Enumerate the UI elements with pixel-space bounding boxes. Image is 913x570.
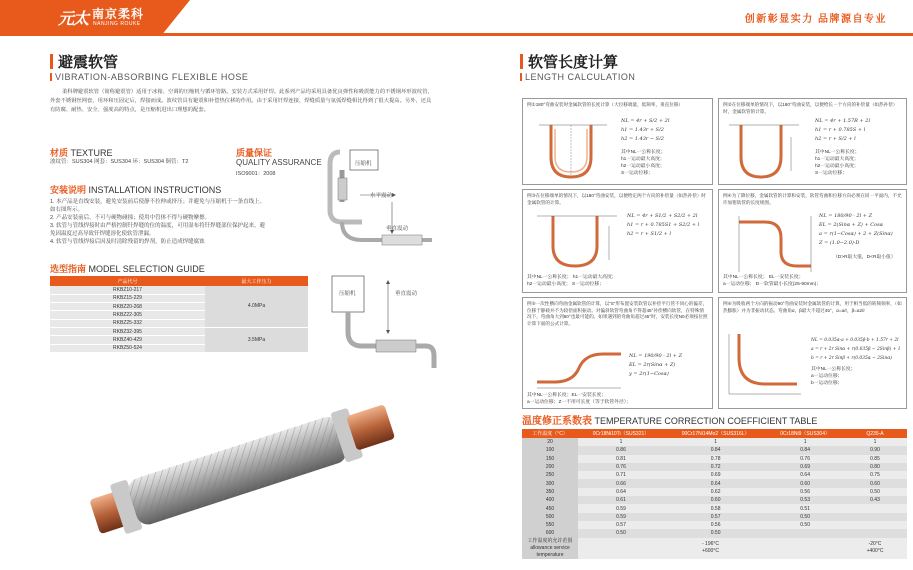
length-calc-subtitle: LENGTH CALCULATION	[520, 72, 635, 82]
calc-example-2	[718, 98, 907, 185]
pressure-cell: 3.5MPa	[205, 327, 308, 352]
install-item: 2. 产品安装前后，不可与硬物碰撞；使用中管体不得与硬物摩擦。	[50, 215, 211, 221]
install-list	[50, 198, 308, 246]
page-title: 避震软管	[58, 54, 119, 71]
quality-heading: 质量保证	[236, 148, 273, 158]
temp-cell-coefficient: 0.64	[664, 479, 767, 487]
slogan: 创新彰显实力 品牌源自专业	[744, 14, 887, 25]
example-2-notes: 其中NL一公称长度； h1一运动最大高度； h2一运动最小高度； S一运动位移；	[815, 150, 860, 176]
temp-cell-temperature: 400	[522, 496, 578, 504]
temp-cell-coefficient: 0.85	[843, 455, 907, 463]
calc-example-3	[522, 189, 713, 293]
temp-header: 0Cr18Ni10Ti（SUS321）	[578, 429, 664, 438]
vertical-vibration-label-2: 垂直震动	[395, 291, 418, 297]
temp-cell-temperature: 550	[522, 521, 578, 529]
temperature-table	[522, 429, 907, 559]
temp-cell-temperature: 350	[522, 488, 578, 496]
install-item: 4. 软管与管线焊接后因及时清除残留的焊剂，防止造成焊缝腐蚀	[50, 239, 205, 245]
install-item: 3. 软管与管线焊接时由严格控制钎焊缝的位的温度，可用湿布将钎焊缝部位保护起来，避	[50, 223, 266, 229]
temp-header: 工作温度（°C）	[522, 429, 578, 438]
temp-cell-coefficient: 0.64	[578, 488, 664, 496]
temp-cell-coefficient: 0.50	[664, 529, 767, 537]
temp-header: 00Cr17Ni14Mo2（SUS316L）	[664, 429, 767, 438]
table-row	[522, 521, 907, 529]
temp-cell-coefficient: 0.60	[843, 479, 907, 487]
brand-name-en: NANJING ROUKE	[93, 21, 141, 27]
temp-cell-temperature: 150	[522, 455, 578, 463]
temp-cell-temperature: 100	[522, 446, 578, 454]
temp-cell-coefficient: 0.56	[664, 521, 767, 529]
company-logo: 元太	[58, 11, 89, 28]
section-title-left	[50, 51, 118, 72]
table-row	[522, 513, 907, 521]
example-3-notes: 其中NL一公称长度； h1一运动最大高度； h2一运动最小高度； S一运动位移；	[527, 275, 617, 287]
model-col-header: 产品代号	[50, 276, 205, 286]
intro-paragraph: 柔科牌避震软管（简称避震管）适用于冰箱、空调的压缩机与循环管路。安装方式采用钎焊。此系列产品均采用具备优良弹性和吸震能力的不锈钢坏形波纹管，外套不锈钢丝网套，用环和压固定后，焊接而成。波纹管具有避震和补偿热位移的作用。由于采用钎焊连接，焊缝质量与氩弧焊缝相比得到了很大提高。另外，还具有防腐、耐热、安全、强度高的特点，是压缩机进出口理想的配套。	[50, 89, 433, 113]
page-subtitle: VIBRATION-ABSORBING FLEXIBLE HOSE	[50, 72, 248, 82]
temp-cell-coefficient: 0.76	[767, 455, 843, 463]
temp-cell-coefficient: 0.59	[578, 504, 664, 512]
temp-cell-coefficient: 0.80	[843, 463, 907, 471]
temp-cell-coefficient: 1	[843, 438, 907, 446]
example-4-notes: 其中NL一公称长度； EL一安装长度； a一运动位移； D一软管最小长度(25-90mm)；	[723, 275, 822, 287]
model-cell: RKBZ32-395	[50, 327, 205, 335]
temp-cell-coefficient: 0.59	[578, 513, 664, 521]
material-text: 波纹管：SUS304 网套：SUS304 环：SUS304 铜管：T2	[50, 159, 189, 165]
calc-example-6	[718, 297, 907, 409]
temp-limit-q235: -20°C +400°C	[843, 538, 907, 559]
temp-cell-coefficient	[843, 529, 907, 537]
temp-cell-coefficient: 0.61	[578, 496, 664, 504]
model-cell: RKBZ10-217	[50, 286, 205, 294]
temp-cell-coefficient: 0.62	[664, 488, 767, 496]
temp-cell-coefficient: 0.75	[843, 471, 907, 479]
temp-header: Q235-A	[843, 429, 907, 438]
product-photo	[50, 362, 430, 570]
example-caption: 例⑥为吸收两个方向的振动90°弯曲安装时金属软管的计算，用于相当低的转频频率，（如热膨胀）并为非振动状态。弯曲角α，β最大不超过45°，α=a/r，β=a2/r	[723, 301, 902, 313]
table-row	[522, 446, 907, 454]
table-row	[522, 471, 907, 479]
install-diagram-horizontal	[322, 140, 442, 260]
example-6-notes: 其中NL一公称长度； a一运动位移； b一运动位移；	[811, 367, 856, 386]
example-2-figure	[725, 117, 805, 183]
temp-cell-coefficient: 0.76	[578, 463, 664, 471]
table-row	[522, 529, 907, 537]
temp-cell-coefficient: 0.51	[767, 504, 843, 512]
model-cell: RKBZ22-305	[50, 311, 205, 319]
temp-cell-coefficient: 0.78	[664, 455, 767, 463]
temp-cell-coefficient: 0.64	[767, 471, 843, 479]
example-caption: 例③在位移端单的情况下，以180°弯曲安装，以便给定两个方向的补偿量（如热补偿）时金属软管的计算。	[527, 193, 706, 205]
temp-cell-temperature: 300	[522, 479, 578, 487]
temp-cell-coefficient: 0.60	[767, 479, 843, 487]
temp-header: 0Cr18Ni9（SUS304）	[767, 429, 843, 438]
install-item: 免因温度过高导致钎焊缝溶化使软管泄漏。	[50, 231, 155, 237]
calc-example-1	[522, 98, 713, 185]
temp-cell-coefficient: 1	[767, 438, 843, 446]
quality-text: ISO9001：2008	[236, 171, 276, 177]
temp-cell-coefficient: 0.84	[767, 446, 843, 454]
model-cell: RKBZ15-229	[50, 294, 205, 302]
example-4-extra: （D>R取大值，D<R取小值）	[833, 255, 896, 260]
temp-cell-coefficient: 0.53	[767, 496, 843, 504]
temp-cell-coefficient: 0.57	[578, 521, 664, 529]
pressure-col-header: 最大工作压力	[205, 276, 308, 286]
example-1-notes: 其中NL一公称长度； h1一运动最大高度； h2一运动最小高度； S一运动位移；	[621, 150, 666, 176]
temp-cell-coefficient: 0.90	[843, 446, 907, 454]
temp-cell-coefficient: 0.72	[664, 463, 767, 471]
table-row	[522, 488, 907, 496]
calc-example-4	[718, 189, 907, 293]
temp-cell-coefficient: 0.71	[578, 471, 664, 479]
example-5-formula: NL = 190/90 · 2l + Z EL = 2r(Sinα + Z) y = 2r(1−Cosα)	[629, 353, 683, 377]
pressure-cell: 4.0MPa	[205, 286, 308, 327]
model-cell: RKBZ20-268	[50, 303, 205, 311]
temp-cell-coefficient: 0.84	[664, 446, 767, 454]
temp-cell-coefficient: 0.50	[843, 488, 907, 496]
example-3-formula: NL = 4r + S1/2 + S2/2 + 2l h1 = r + 0.785S1 + S2/2 + l h2 = r + S1/2 + l	[627, 213, 700, 237]
example-caption: 例①180°弯曲安装时金属软管的长度计算（大位移端量，低频率，垂直位移）	[527, 102, 684, 107]
temp-cell-temperature: 600	[522, 529, 578, 537]
example-4-formula: NL = 180/90 · 2l + Z EL = 2(Sinα + Z) + Cosα a = r(1−Cosα) + 2 + Z(Sinα) Z = (1.0−2.0)·D	[819, 213, 893, 246]
temp-cell-coefficient: 0.81	[578, 455, 664, 463]
temp-cell-coefficient: 0.66	[578, 479, 664, 487]
temp-cell-coefficient: 0.60	[664, 496, 767, 504]
temp-cell-coefficient	[843, 513, 907, 521]
table-row	[522, 479, 907, 487]
temp-limit-row	[522, 538, 907, 559]
temp-cell-coefficient	[843, 504, 907, 512]
temp-table-title: 温度修正系数表 TEMPERATURE CORRECTION COEFFICIENT TABLE	[522, 416, 818, 427]
install-item: 如右图所示。	[50, 207, 84, 213]
temp-cell-coefficient	[767, 529, 843, 537]
temp-cell-temperature: 500	[522, 513, 578, 521]
temp-cell-coefficient: 0.58	[664, 504, 767, 512]
example-caption: 例⑤一次性横向弯曲金属软管的计算，以“S”形布置安装软管以补偿平行管不同心的偏差，位移于静载并不为较偿面积振动。对偏斜软管弯曲角不得超45°补偿横向软管，在特殊情况下，弯曲角大到60°也最可能的。如果遇到的弯曲角超过45°时，安装长度N0必须按位照计算下面的公式计算。	[527, 301, 708, 326]
table-row	[522, 496, 907, 504]
temp-cell-coefficient: 0.57	[664, 513, 767, 521]
vertical-vibration-label: 垂直震动	[386, 226, 409, 232]
table-row	[522, 504, 907, 512]
model-cell: RKBZ40-429	[50, 336, 205, 344]
example-6-figure	[725, 328, 805, 398]
material-heading: 材质 TEXTURE	[50, 148, 113, 158]
temp-cell-coefficient: 0.50	[767, 513, 843, 521]
temp-limit-label: 工作温度的允许范围 allowance service temperature	[522, 538, 578, 559]
model-heading: 选型指南 MODEL SELECTION GUIDE	[50, 264, 205, 274]
install-diagram-vertical	[318, 272, 443, 372]
example-caption: 例②在位移端单的情况下，以180°弯曲安装，以便给长一个方向的补偿量（如热补偿）时，金属软管的计算。	[723, 102, 898, 114]
temp-cell-temperature: 250	[522, 471, 578, 479]
table-row	[522, 463, 907, 471]
temp-cell-coefficient: 0.86	[578, 446, 664, 454]
temp-cell-coefficient: 1	[578, 438, 664, 446]
temp-cell-temperature: 20	[522, 438, 578, 446]
brand-name: 南京柔科	[92, 7, 145, 21]
temp-cell-temperature: 450	[522, 504, 578, 512]
install-heading: 安装说明 INSTALLATION INSTRUCTIONS	[50, 185, 222, 195]
compressor-label: 压缩机	[355, 161, 372, 167]
example-2-formula: NL = 4r + 1.57R + 2l h1 = r + 0.785S + l h2 = r + S/2 + l	[815, 118, 871, 142]
example-1-figure	[533, 117, 613, 183]
example-5-figure	[533, 342, 625, 392]
temp-cell-coefficient: 0.69	[767, 463, 843, 471]
example-3-figure	[533, 210, 623, 272]
length-calc-title: 软管长度计算	[528, 54, 619, 71]
model-cell: RKBZ50-524	[50, 344, 205, 352]
table-row	[522, 438, 907, 446]
compressor-label-2: 压缩机	[339, 291, 356, 297]
section-title-right	[520, 51, 618, 72]
temp-cell-coefficient: 0.56	[767, 488, 843, 496]
example-5-notes: 其中NL一公称长度；EL一安装长度； a一运动位移；Z一不用可长度（等于软管外径）；	[527, 393, 631, 405]
temp-cell-coefficient: 1	[664, 438, 767, 446]
model-table	[50, 276, 308, 353]
temp-cell-coefficient: 0.69	[664, 471, 767, 479]
temp-cell-coefficient: 0.50	[578, 529, 664, 537]
example-6-formula: NL = 0.035α·a + 0.035β·b + 1.57r + 2l a = r + 2r Sinα + r(0.035β − 2Sinβ) + 1 b = r + 2r Sinβ + r(0.035α − 2Sinα)	[811, 338, 901, 361]
calc-example-5	[522, 297, 713, 409]
example-4-figure	[725, 212, 817, 274]
temp-cell-coefficient: 0.50	[767, 521, 843, 529]
temp-cell-coefficient: 0.43	[843, 496, 907, 504]
temp-limit-ss: - 196°C +600°C	[578, 538, 843, 559]
horizontal-vibration-label: 水平震动	[370, 193, 393, 199]
example-caption: 例④为了降位移，金属软管的计算和安装，软管弯曲和位移方向必须在同一平面内，不允许加钳软管的长度规图。	[723, 193, 902, 205]
header-rule	[0, 33, 913, 36]
quality-heading-en: QUALITY ASSURANCE	[236, 158, 322, 167]
install-item: 1. 本产品是直线安装，避免安装前后使静不拉伸或挤压；并避免与压缩机于一条直线上。	[50, 199, 266, 205]
temp-cell-coefficient	[843, 521, 907, 529]
temp-cell-temperature: 200	[522, 463, 578, 471]
model-cell: RKBZ25-332	[50, 319, 205, 327]
table-row	[522, 455, 907, 463]
example-1-formula: NL = 4r + S/2 + 2l h1 = 1.43r + S/2 h2 = 1.43r − S/2	[621, 118, 670, 142]
header-bar	[0, 0, 913, 33]
